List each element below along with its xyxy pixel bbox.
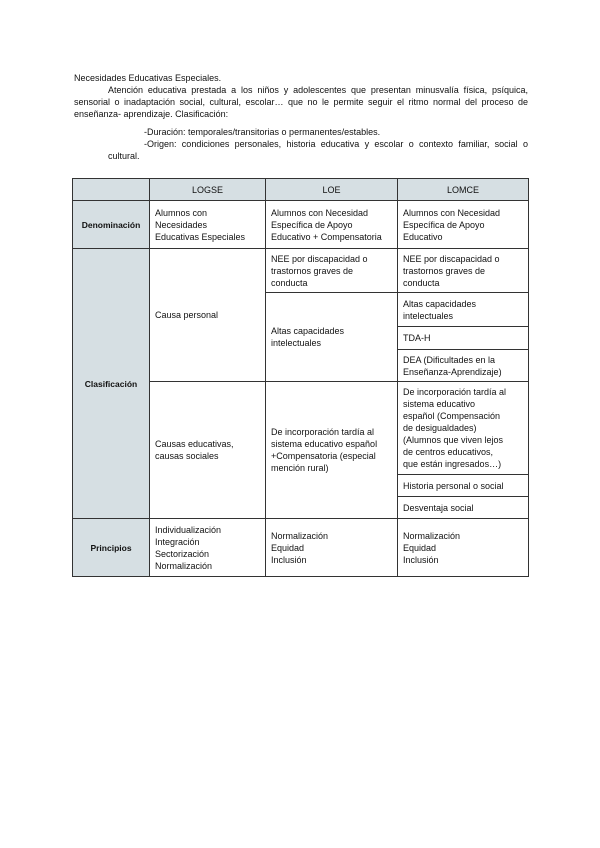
- cell-line: Normalización: [155, 560, 213, 571]
- nee-lomce: [398, 249, 529, 293]
- nee-loe: [266, 249, 398, 293]
- cell-line: DEA (Dificultades en la: [403, 354, 496, 365]
- cell-line: mención rural): [271, 463, 329, 473]
- cell-line: sistema educativo español: [271, 439, 378, 449]
- cell-line: sistema educativo: [403, 399, 476, 409]
- row-label-clasificacion: Clasificación: [73, 249, 150, 519]
- cell-line: de centros educativos,: [403, 447, 494, 457]
- tdah-lomce: TDA-H: [398, 327, 529, 350]
- cell-line: (Alumnos que viven lejos: [403, 435, 504, 445]
- cell-line: De incorporación tardía al: [403, 387, 507, 397]
- classification-list: [108, 126, 528, 162]
- header-loe: LOE: [266, 179, 398, 201]
- cell-line: Específica de Apoyo: [403, 219, 485, 230]
- denominacion-loe: [266, 201, 398, 249]
- duration-item: -Duración: temporales/transitorias o permanentes/estables.: [144, 127, 381, 137]
- row-label-principios: Principios: [73, 519, 150, 577]
- historia-personal-lomce: Historia personal o social: [398, 475, 529, 497]
- comparison-table: [72, 178, 529, 577]
- cell-line: Específica de Apoyo: [271, 219, 353, 230]
- cell-line: conducta: [271, 277, 308, 288]
- cell-line: De incorporación tardía al: [271, 427, 375, 437]
- denominacion-lomce: [398, 201, 529, 249]
- cell-line: trastornos graves de: [271, 265, 354, 276]
- header-logse: LOGSE: [150, 179, 266, 201]
- cell-line: Normalización: [403, 530, 461, 541]
- cell-line: Equidad: [403, 542, 437, 553]
- cell-line: Individualización: [155, 524, 222, 535]
- cell-line: Educativas Especiales: [155, 231, 246, 242]
- cell-line: Necesidades: [155, 219, 208, 230]
- cell-line: Alumnos con Necesidad: [271, 207, 369, 218]
- incorporacion-lomce: [398, 382, 529, 475]
- cell-line: Inclusión: [271, 554, 307, 565]
- header-lomce: LOMCE: [398, 179, 529, 201]
- incorporacion-loe: [266, 382, 398, 519]
- cell-line: Inclusión: [403, 554, 439, 565]
- principios-row: [73, 519, 529, 577]
- cell-line: Alumnos con Necesidad: [403, 207, 501, 218]
- cell-line: Equidad: [271, 542, 305, 553]
- cell-line: Educativo: [403, 231, 443, 242]
- document-heading: Necesidades Educativas Especiales.: [74, 73, 222, 83]
- altas-capacidades-lomce: [398, 293, 529, 327]
- row-label-denominacion: Denominación: [73, 201, 150, 249]
- cell-line: Altas capacidades: [403, 298, 477, 309]
- cell-line: Causas educativas,: [155, 439, 234, 449]
- desventaja-social-lomce: Desventaja social: [398, 497, 529, 519]
- denominacion-row: [73, 201, 529, 249]
- principios-lomce: [398, 519, 529, 577]
- cell-line: trastornos graves de: [403, 265, 486, 276]
- cell-line: Educativo + Compensatoria: [271, 231, 382, 242]
- cell-line: Integración: [155, 536, 200, 547]
- cell-line: que están ingresados…): [403, 459, 502, 469]
- causa-personal-logse: Causa personal: [150, 249, 266, 382]
- table-header-row: [73, 179, 529, 201]
- cell-line: Altas capacidades: [271, 326, 345, 336]
- cell-line: Normalización: [271, 530, 329, 541]
- principios-logse: [150, 519, 266, 577]
- intro-paragraph: Atención educativa prestada a los niños y adolescentes que presentan minusvalía física, psíquica, sensorial o inadaptación social, cultural, escolar… que no le permite seguir el ritmo normal del proceso de enseñanza- aprendizaje. Clasificación:: [74, 85, 528, 119]
- cell-line: causas sociales: [155, 451, 219, 461]
- cell-line: Alumnos con: [155, 207, 208, 218]
- cell-line: español (Compensación: [403, 411, 501, 421]
- cell-line: NEE por discapacidad o: [403, 253, 500, 264]
- clasificacion-row-nee: [73, 249, 529, 293]
- dea-lomce: [398, 350, 529, 382]
- cell-line: intelectuales: [271, 338, 322, 348]
- header-corner-cell: [73, 179, 150, 201]
- principios-loe: [266, 519, 398, 577]
- cell-line: de desigualdades): [403, 423, 477, 433]
- cell-line: Sectorización: [155, 548, 210, 559]
- cell-line: conducta: [403, 277, 440, 288]
- altas-capacidades-loe: [266, 293, 398, 382]
- denominacion-logse: [150, 201, 266, 249]
- cell-line: NEE por discapacidad o: [271, 253, 368, 264]
- origin-item: -Origen: condiciones personales, historia educativa y escolar o contexto familiar, social o cultural.: [108, 139, 528, 161]
- cell-line: intelectuales: [403, 310, 454, 321]
- cell-line: Enseñanza-Aprendizaje): [403, 366, 502, 377]
- cell-line: +Compensatoria (especial: [271, 451, 376, 461]
- causas-educativas-logse: [150, 382, 266, 519]
